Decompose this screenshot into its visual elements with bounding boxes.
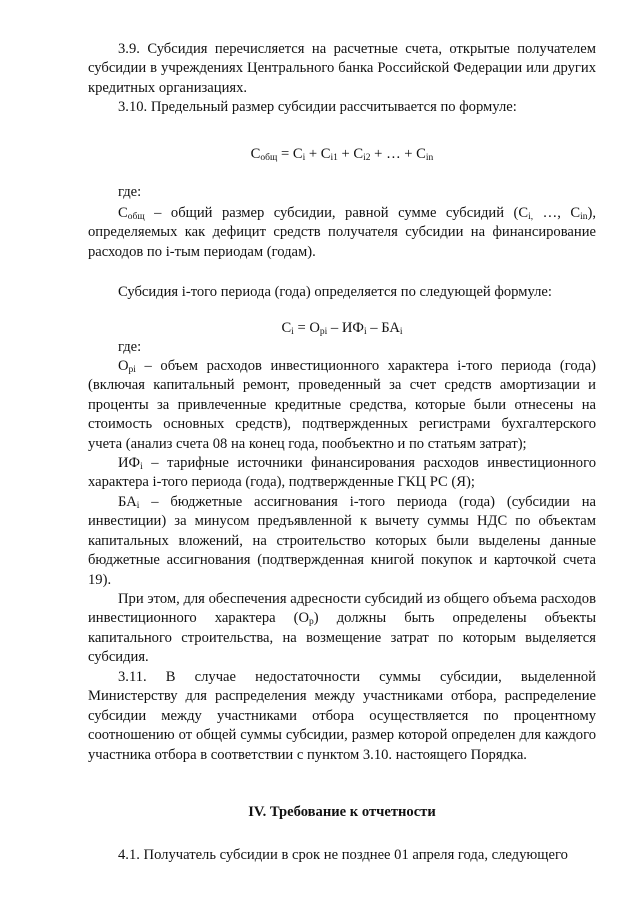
formula-period: $C_i = O_{pi} - ИФ_i - БА_i$ — [281, 320, 403, 337]
paragraph-3-9: 3.9. Субсидия перечисляется на расчетные счета, открытые получателем субсидии в учреждениях Центрального банка Российской Федерации или других кредитных организациях. — [88, 41, 596, 96]
definition-investment-expenses: $O_{pi}$ – объем расходов инвестиционного характера i-того периода (года) (включая капитальный ремонт, проведенный за счет средств амортизации и проценты за привлеченные кредитные средства, которые были отнесены на стоимость основных средств), подтвержденных регистрами бухгалтерского учета (анализ счета 08 на конец года, пообъектно и по статьям затрат); — [88, 358, 596, 452]
paragraph-4-1: 4.1. Получатель субсидии в срок не позднее 01 апреля года, следующего — [118, 847, 568, 863]
definition-tariff-sources: $ИФ_i$ – тарифные источники финансирования расходов инвестиционного характера i-того периода (года), подтвержденные ГКЦ РС (Я); — [88, 455, 596, 491]
paragraph-address: При этом, для обеспечения адресности субсидий из общего объема расходов инвестиционного характера $(О_р)$ должны быть определены объекты капитального строительства, на возмещение затрат по которым выделяется субсидия. — [88, 591, 596, 666]
where-label-2: где: — [118, 339, 142, 355]
formula-total: $C_{общ} = C_i + C_{i1} + C_{i2}$ + … + $C_{in}$ — [250, 146, 434, 163]
where-label-1: где: — [118, 184, 142, 200]
paragraph-3-11: 3.11. В случае недостаточности суммы субсидии, выделенной Министерству для распределения между участниками отбора, распределение субсидии между участниками отбора осуществляется по процентному соотношению от общей суммы субсидии, размер которой определен для каждого участника отбора в соответствии с пунктом 3.10. настоящего Порядка. — [88, 669, 596, 763]
paragraph-3-10: 3.10. Предельный размер субсидии рассчитывается по формуле: — [118, 99, 517, 115]
definition-total-subsidy: $C_{общ}$ – общий размер субсидии, равной сумме субсидий ($C_{i,}$ …, $C_{in}$), определяемых как дефицит средств получателя субсидии на финансирование расходов по i-тым периодам (годам). — [88, 205, 596, 260]
section-heading-iv: IV. Требование к отчетности — [248, 804, 436, 820]
paragraph-period-subsidy: Субсидия i-того периода (года) определяется по следующей формуле: — [118, 284, 552, 300]
definition-budget-allocations: $БА_i$ – бюджетные ассигнования i-того периода (года) (субсидии на инвестиции) за минусом предъявленной к вычету суммы НДС по объектам капитальных вложений, на строительство которых были выделены данные бюджетные ассигнования (подтвержденная книгой покупок и карточкой счета 19). — [88, 494, 596, 588]
